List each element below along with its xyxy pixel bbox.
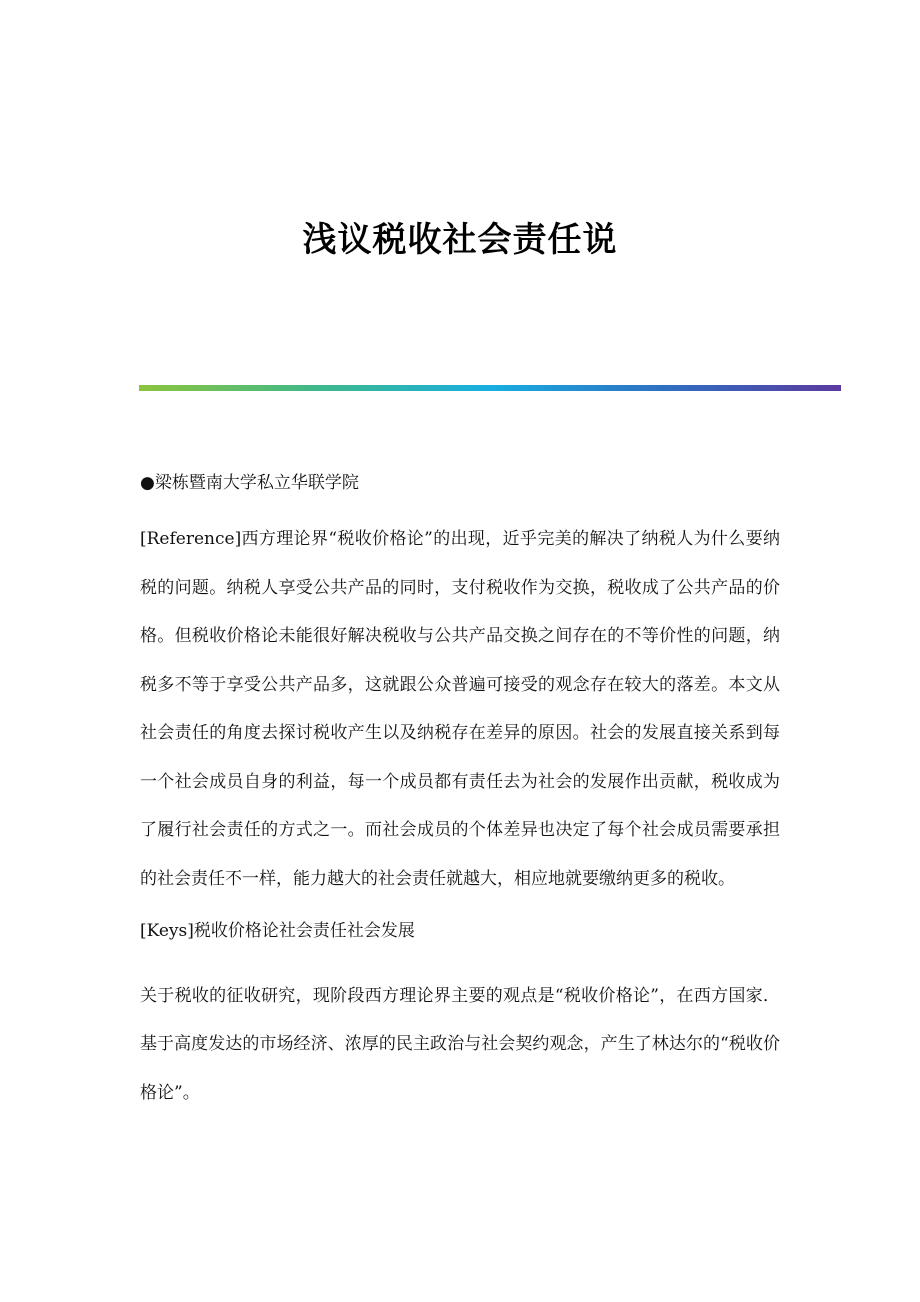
document-title: 浅议税收社会责任说 bbox=[302, 220, 618, 260]
bullet-icon: ● bbox=[140, 473, 155, 493]
reference-paragraph: [Reference]西方理论界“税收价格论”的出现，近乎完美的解决了纳税人为什么要纳税的问题。纳税人享受公共产品的同时，支付税收作为交换，税收成了公共产品的价格。但税收价格论未能很好解决税收与公共产品交换之间存在的不等价性的问题，纳税多不等于享受公共产品多，这就跟公众普遍可接受的观念存在较大的落差。本文从社会责任的角度去探讨税收产生以及纳税存在差异的原因。社会的发展直接关系到每一个社会成员自身的利益，每一个成员都有责任去为社会的发展作出贡献，税收成为了履行社会责任的方式之一。而社会成员的个体差异也决定了每个社会成员需要承担的社会责任不一样，能力越大的社会责任就越大，相应地就要缴纳更多的税收。 bbox=[140, 529, 780, 889]
author-line bbox=[140, 467, 780, 499]
body-paragraph: 关于税收的征收研究，现阶段西方理论界主要的观点是“税收价格论”，在西方国家．基于高度发达的市场经济、浓厚的民主政治与社会契约观念，产生了林达尔的“税收价格论”。 bbox=[140, 985, 780, 1103]
keys-paragraph: [Keys]税收价格论社会责任社会发展 bbox=[140, 921, 415, 941]
document-body bbox=[140, 467, 780, 1133]
author-name: 梁栋暨南大学私立华联学院 bbox=[154, 473, 359, 493]
gradient-divider bbox=[139, 385, 841, 391]
